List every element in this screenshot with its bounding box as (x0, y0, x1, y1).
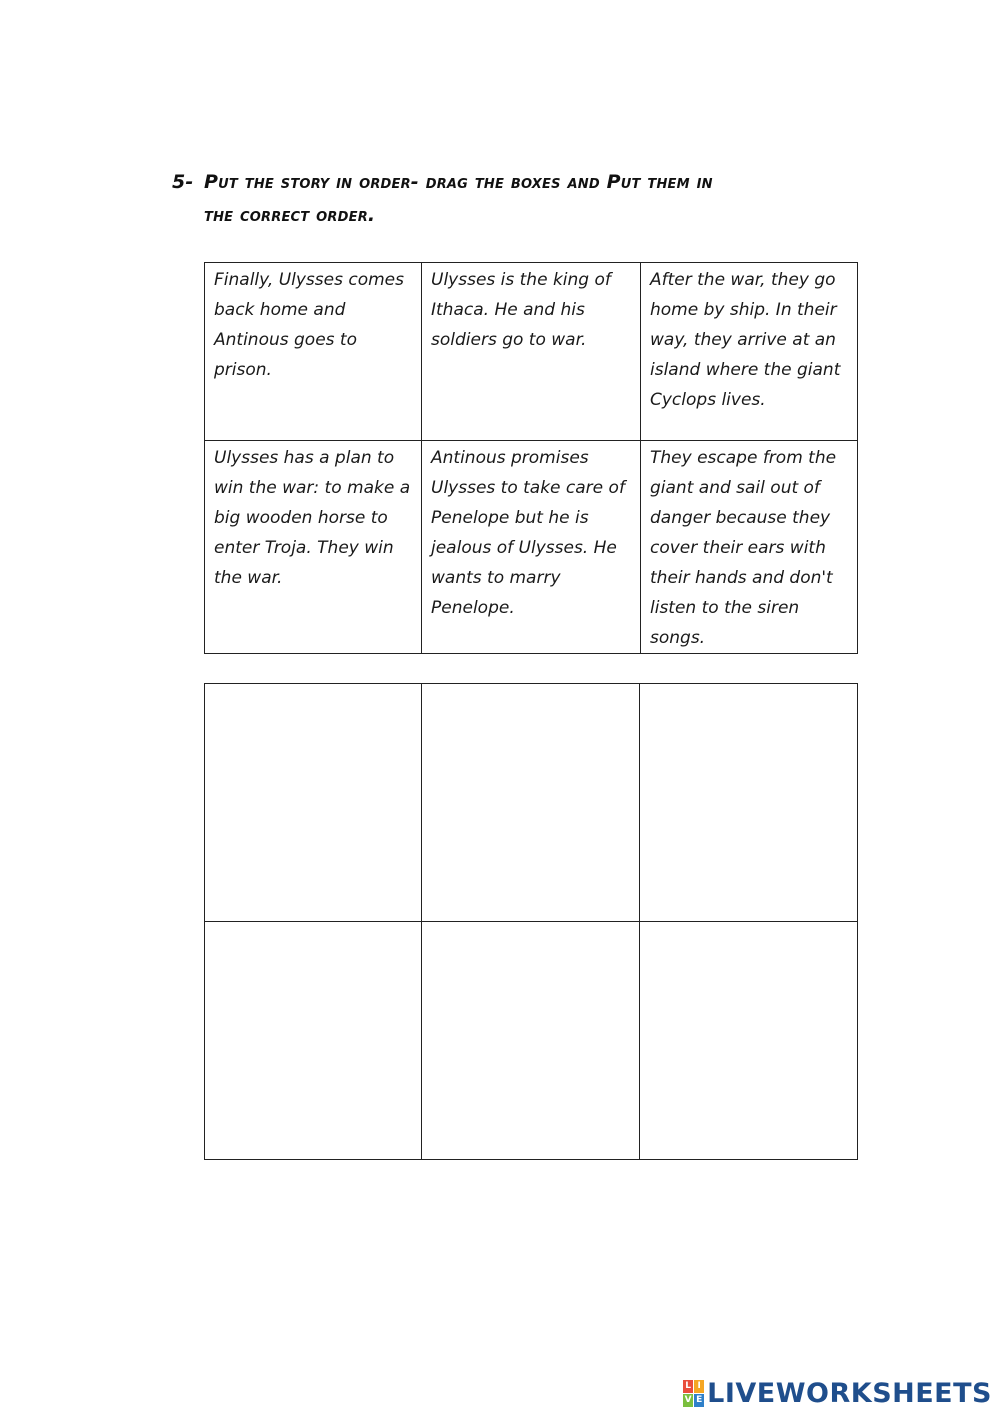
logo-letter-i: I (694, 1380, 704, 1393)
drop-slot-4[interactable] (205, 922, 422, 1160)
answer-grid (204, 683, 858, 1160)
liveworksheets-logo-icon (683, 1380, 704, 1407)
drop-slot-3[interactable] (640, 684, 858, 922)
question-number: 5- (172, 171, 194, 193)
logo-letter-e: E (696, 1395, 703, 1405)
liveworksheets-watermark (683, 1378, 992, 1409)
instruction-heading (172, 166, 852, 232)
story-box[interactable]: They escape from the giant and sail out of danger because they cover their ears with their hands and don't listen to the siren songs. (641, 441, 858, 654)
watermark-text: LIVEWORKSHEETS (707, 1378, 992, 1409)
drop-slot-2[interactable] (422, 684, 640, 922)
drop-slot-6[interactable] (640, 922, 858, 1160)
logo-letter-v: V (684, 1395, 692, 1405)
drop-slot-5[interactable] (422, 922, 640, 1160)
story-box[interactable]: After the war, they go home by ship. In their way, they arrive at an island where the giant Cyclops lives. (641, 263, 858, 441)
story-box[interactable]: Ulysses has a plan to win the war: to make a big wooden horse to enter Troja. They win the war. (205, 441, 422, 654)
story-boxes-table (204, 262, 858, 654)
drop-slot-1[interactable] (205, 684, 422, 922)
instruction-line-1: Put the story in order- drag the boxes and Put them in (204, 171, 713, 193)
logo-letter-l: L (683, 1380, 693, 1393)
story-box[interactable]: Antinous promises Ulysses to take care of Penelope but he is jealous of Ulysses. He wants to marry Penelope. (422, 441, 641, 654)
instruction-line-2: the correct order. (204, 204, 376, 226)
story-box[interactable]: Ulysses is the king of Ithaca. He and his soldiers go to war. (422, 263, 641, 441)
story-box[interactable]: Finally, Ulysses comes back home and Antinous goes to prison. (205, 263, 422, 441)
